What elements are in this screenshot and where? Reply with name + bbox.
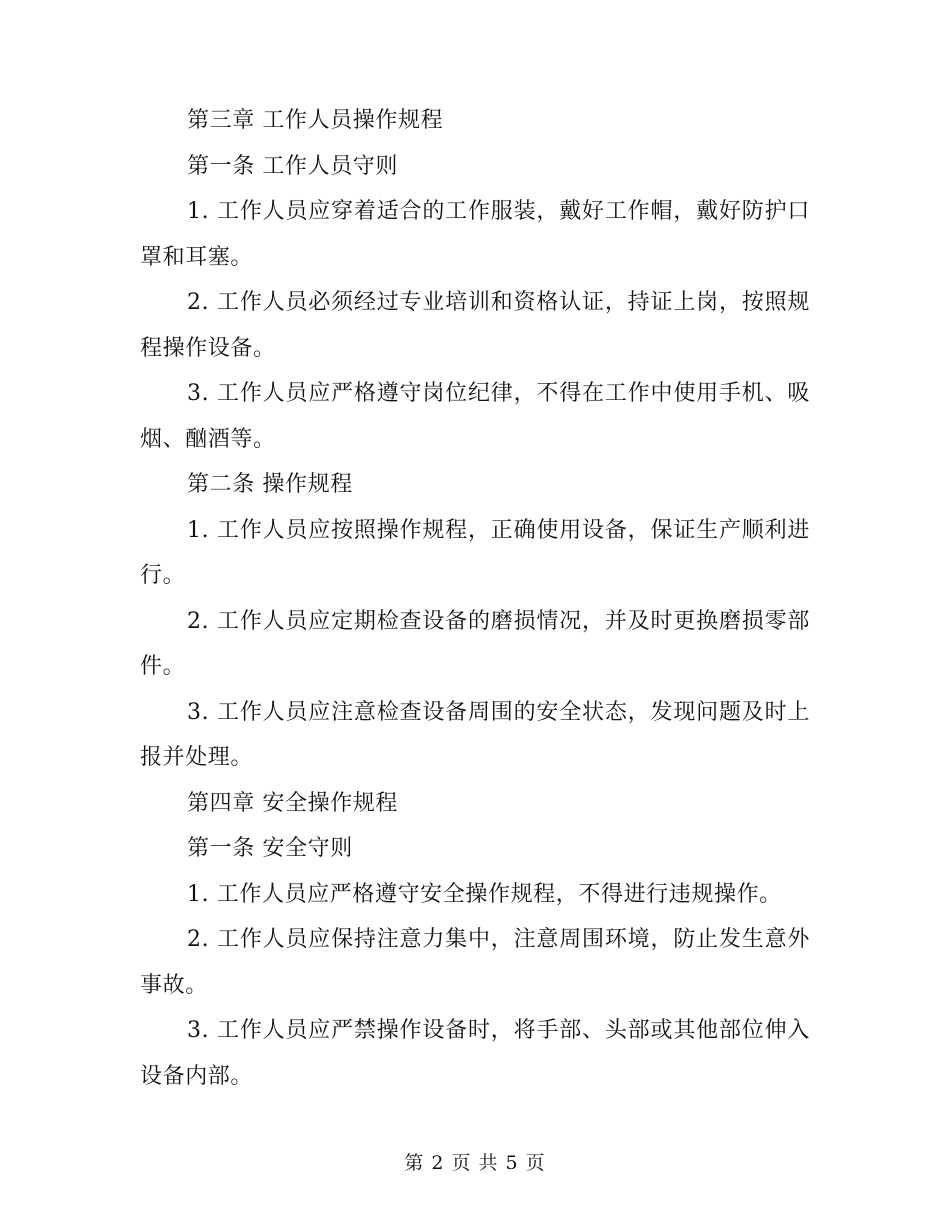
page-footer: 第 2 页 共 5 页 <box>404 1152 546 1174</box>
paragraph: 2. 工作人员应保持注意力集中，注意周围环境，防止发生意外事故。 <box>140 927 810 998</box>
paragraph: 2. 工作人员必须经过专业培训和资格认证，持证上岗，按照规程操作设备。 <box>140 290 810 361</box>
paragraph: 2. 工作人员应定期检查设备的磨损情况，并及时更换磨损零部件。 <box>140 608 810 679</box>
paragraph: 1. 工作人员应按照操作规程，正确使用设备，保证生产顺利进行。 <box>140 517 810 588</box>
paragraph: 3. 工作人员应注意检查设备周围的安全状态，发现问题及时上报并处理。 <box>140 699 810 770</box>
chapter-heading: 第四章 安全操作规程 <box>187 790 398 816</box>
paragraph: 1. 工作人员应严格遵守安全操作规程，不得进行违规操作。 <box>187 881 782 907</box>
article-heading: 第二条 操作规程 <box>187 472 353 497</box>
article-heading: 第一条 安全守则 <box>187 836 353 861</box>
paragraph: 1. 工作人员应穿着适合的工作服装，戴好工作帽，戴好防护口罩和耳塞。 <box>140 199 810 270</box>
article-heading: 第一条 工作人员守则 <box>187 153 398 179</box>
document-body <box>140 98 810 1099</box>
paragraph: 3. 工作人员应严禁操作设备时，将手部、头部或其他部位伸入设备内部。 <box>140 1018 810 1089</box>
paragraph: 3. 工作人员应严格遵守岗位纪律，不得在工作中使用手机、吸烟、酗酒等。 <box>140 381 810 452</box>
chapter-heading: 第三章 工作人员操作规程 <box>187 108 444 133</box>
